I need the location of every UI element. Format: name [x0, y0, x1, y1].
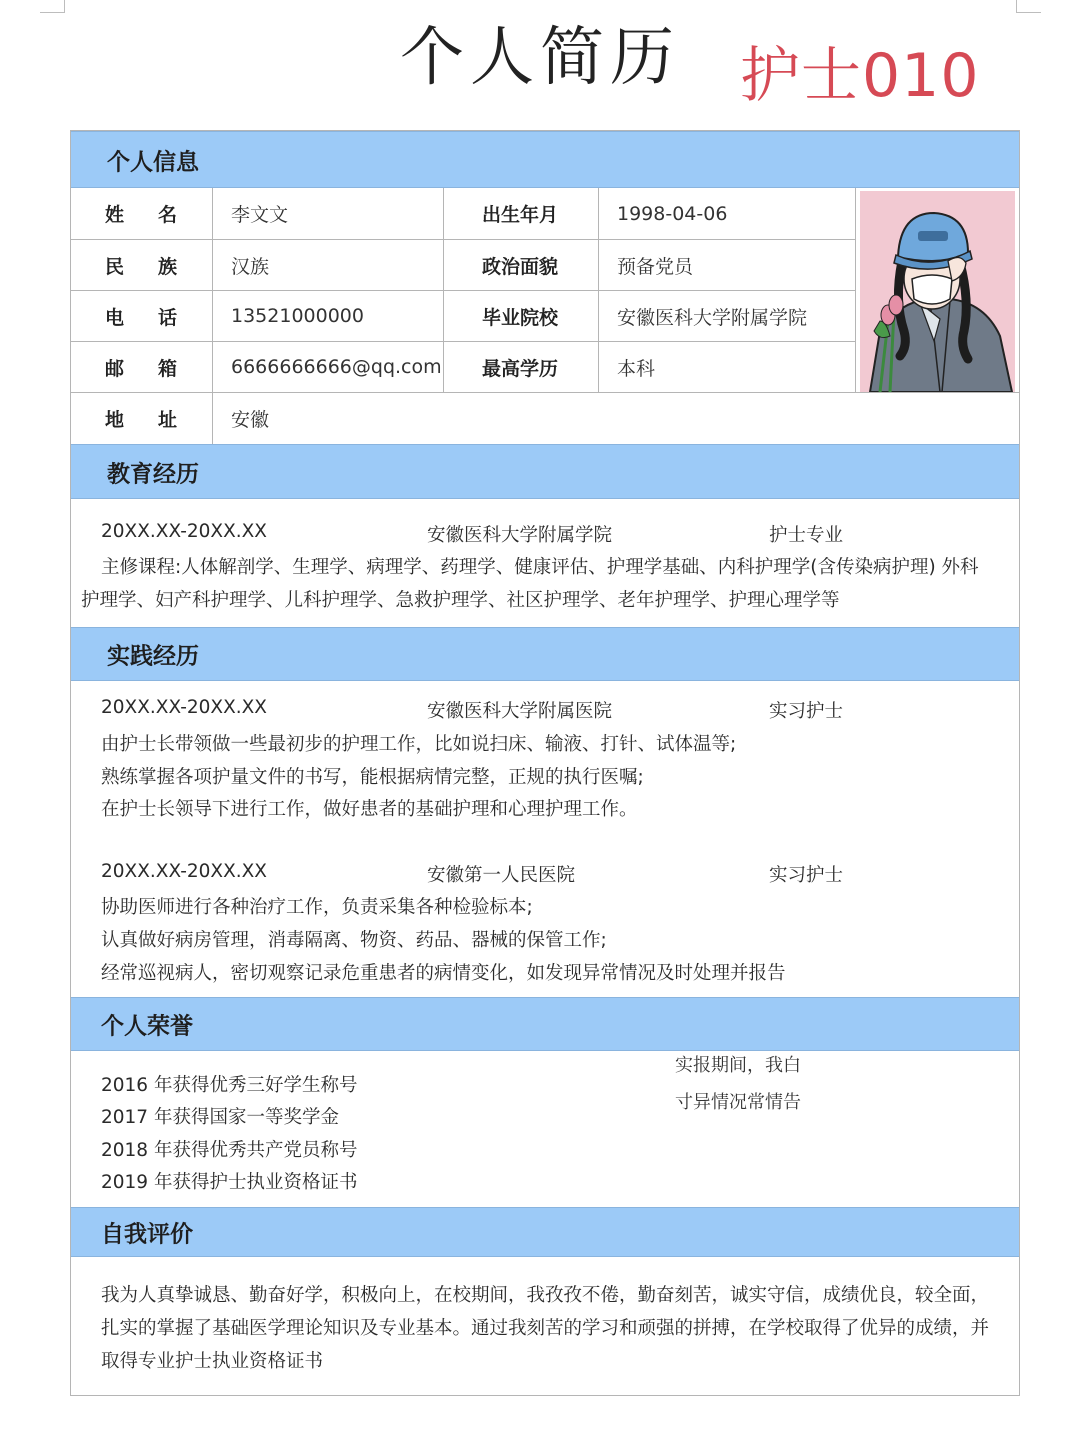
- edu-major: 护士专业: [769, 525, 844, 546]
- section-title: 教育经历: [107, 461, 199, 487]
- ghost-text: 实报期间，我白: [675, 1055, 801, 1076]
- personal-info-table: [71, 188, 1019, 444]
- section-header-self-eval: [71, 1207, 1019, 1257]
- practice-role: 实习护士: [769, 865, 844, 886]
- self-eval-line: 取得专业护士执业资格证书: [101, 1351, 324, 1372]
- label-degree: 最高学历: [444, 342, 599, 393]
- section-header-personal: [71, 131, 1019, 188]
- label-ethnicity: 民 族: [71, 240, 213, 291]
- self-eval-body: [71, 1257, 1019, 1395]
- practice-duty: 经常巡视病人，密切观察记录危重患者的病情变化，如发现异常情况及时处理并报告: [101, 963, 786, 984]
- section-header-honors: [71, 997, 1019, 1051]
- practice-duty: 协助医师进行各种治疗工作，负责采集各种检验标本;: [101, 897, 533, 918]
- section-title: 个人信息: [107, 149, 199, 175]
- value-name: 李文文: [213, 188, 444, 240]
- honor-item: 2016 年获得优秀三好学生称号: [101, 1075, 358, 1096]
- avatar-illustration-icon: [860, 191, 1015, 392]
- label-address: 地 址: [71, 393, 213, 444]
- section-title: 实践经历: [107, 643, 199, 670]
- practice-place: 安徽医科大学附属医院: [427, 701, 613, 722]
- page-corner-mark: [1016, 0, 1041, 13]
- template-code: 护士010: [740, 41, 980, 111]
- label-political: 政治面貌: [444, 240, 599, 291]
- value-email: 6666666666@qq.com: [213, 342, 444, 393]
- resume-form: [70, 130, 1020, 1396]
- label-email: 邮 箱: [71, 342, 213, 393]
- honor-item: 2018 年获得优秀共产党员称号: [101, 1140, 358, 1161]
- edu-school: 安徽医科大学附属学院: [427, 525, 613, 546]
- practice-role: 实习护士: [769, 701, 844, 722]
- practice-duty: 熟练掌握各项护量文件的书写，能根据病情完整，正规的执行医嘱;: [101, 767, 644, 788]
- ghost-text: 寸异情况常情告: [675, 1092, 801, 1113]
- honors-body: [71, 1051, 1019, 1207]
- label-school: 毕业院校: [444, 291, 599, 342]
- section-title: 自我评价: [101, 1221, 193, 1248]
- practice-place: 安徽第一人民医院: [427, 865, 576, 886]
- practice-duty: 认真做好病房管理，消毒隔离、物资、药品、器械的保管工作;: [101, 930, 607, 951]
- practice-duty: 由护士长带领做一些最初步的护理工作，比如说扫床、输液、打针、试体温等;: [101, 734, 737, 755]
- value-phone: 13521000000: [213, 291, 444, 342]
- label-name: 姓 名: [71, 188, 213, 240]
- education-body: [71, 499, 1019, 627]
- section-header-education: [71, 444, 1019, 499]
- photo-cell: [856, 188, 1019, 393]
- practice-body: [71, 681, 1019, 997]
- page-corner-mark: [40, 0, 65, 13]
- value-address: 安徽: [231, 409, 270, 431]
- honor-item: 2019 年获得护士执业资格证书: [101, 1172, 358, 1193]
- value-birth: 1998-04-06: [599, 188, 856, 240]
- edu-period: 20XX.XX-20XX.XX: [101, 521, 267, 542]
- page-title: 个人简历: [400, 21, 680, 95]
- value-school: 安徽医科大学附属学院: [599, 291, 856, 342]
- practice-duty: 在护士长领导下进行工作，做好患者的基础护理和心理护理工作。: [101, 799, 638, 820]
- self-eval-line: 我为人真挚诚恳、勤奋好学，积极向上，在校期间，我孜孜不倦，勤奋刻苦，诚实守信，成绩优良，较全面，: [101, 1285, 990, 1306]
- label-phone: 电 话: [71, 291, 213, 342]
- section-title: 个人荣誉: [101, 1013, 193, 1040]
- practice-period: 20XX.XX-20XX.XX: [101, 861, 267, 882]
- value-ethnicity: 汉族: [213, 240, 444, 291]
- label-birth: 出生年月: [444, 188, 599, 240]
- value-political: 预备党员: [599, 240, 856, 291]
- section-header-practice: [71, 627, 1019, 681]
- value-degree: 本科: [599, 342, 856, 393]
- honor-item: 2017 年获得国家一等奖学金: [101, 1107, 339, 1128]
- edu-courses-cont: 护理学、妇产科护理学、儿科护理学、急救护理学、社区护理学、老年护理学、护理心理学等: [81, 590, 840, 611]
- practice-period: 20XX.XX-20XX.XX: [101, 697, 267, 718]
- self-eval-line: 扎实的掌握了基础医学理论知识及专业基本。通过我刻苦的学习和顽强的拼搏，在学校取得了优异的成绩，并: [101, 1318, 990, 1339]
- edu-courses: 主修课程:人体解剖学、生理学、病理学、药理学、健康评估、护理学基础、内科护理学(含传染病护理) 外科: [101, 557, 979, 578]
